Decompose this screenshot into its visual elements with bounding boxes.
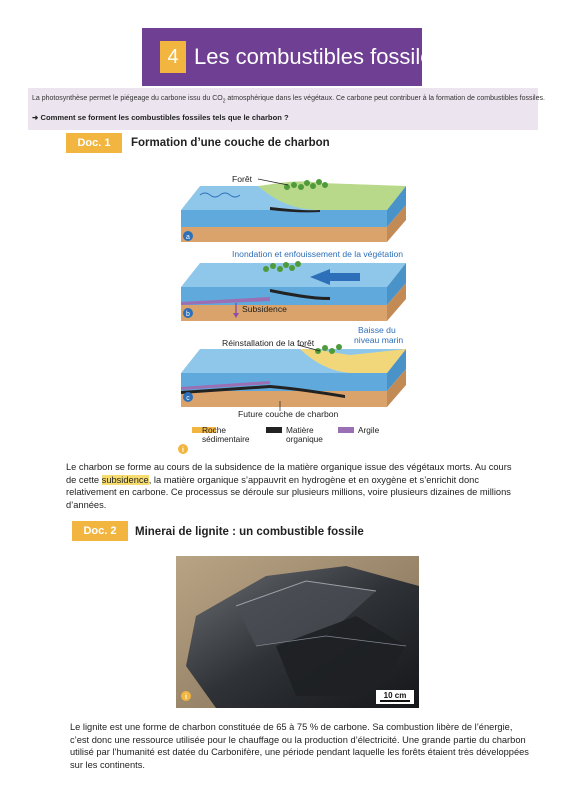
intro-box xyxy=(28,88,545,130)
block-b xyxy=(181,249,406,321)
label-inondation: Inondation et enfouissement de la végétation xyxy=(232,249,404,259)
label-future-couche: Future couche de charbon xyxy=(238,409,339,419)
step-b-label: b xyxy=(186,311,190,318)
label-subsidence: Subsidence xyxy=(242,304,287,314)
chapter-title-banner xyxy=(142,28,444,86)
legend-swatch-argile xyxy=(338,427,354,433)
doc2-paragraph: Le lignite est une forme de charbon constituée de 65 à 75 % de carbone. Sa combustion libère de l’énergie, c’est donc une ressource utilisée pour le chauffage ou la production d’électricité. Une grande partie du charbon utilisé par l’humanité est datée du Carbonifère, une période pendant laquelle les forêts étaient très développées sur les continents. xyxy=(70,722,529,770)
block-c xyxy=(181,325,406,419)
doc1-badge: Doc. 1 xyxy=(66,133,122,153)
label-foret: Forêt xyxy=(232,174,253,184)
scale-bar-label: 10 cm xyxy=(383,691,407,700)
doc1-title: Formation d’une couche de charbon xyxy=(131,137,330,149)
chapter-title: Les combustibles fossiles xyxy=(194,44,444,69)
svg-text:i: i xyxy=(182,447,184,454)
legend-matiere-line2: organique xyxy=(286,434,323,444)
doc2-badge: Doc. 2 xyxy=(72,521,128,541)
chapter-number: 4 xyxy=(160,41,186,73)
legend-swatch-matiere xyxy=(266,427,282,433)
label-reinstallation: Réinstallation de la forêt xyxy=(222,338,315,348)
legend-roche-line1: Roche xyxy=(202,425,226,435)
block-a xyxy=(181,174,406,242)
legend-roche-line2: sédimentaire xyxy=(202,434,250,444)
co2-formula: $CO_2$ xyxy=(212,95,226,105)
label-baisse-1: Baisse du xyxy=(358,325,396,335)
doc1-paragraph: Le charbon se forme au cours de la subsidence de la matière organique issue des végétaux morts. Au cours de cette subsidence, la matière organique s’appauvrit en hydrogène et en oxygène et s’enrichit donc relativement en carbone. Ce processus se déroule sur plusieurs millions, voire plusieurs dizaines de millions d’années. xyxy=(66,462,512,510)
svg-text:i: i xyxy=(185,694,187,701)
doc2-title: Minerai de lignite : un combustible fossile xyxy=(135,526,364,538)
legend-argile-line1: Argile xyxy=(358,425,380,435)
legend-matiere-line1: Matière xyxy=(286,425,314,435)
label-baisse-2: niveau marin xyxy=(354,335,404,345)
diagram-legend xyxy=(192,425,380,444)
step-c-label: c xyxy=(186,395,190,402)
subsidence-highlight: subsidence xyxy=(101,474,149,485)
intro-text: La photosynthèse permet le piégeage du carbone issu du $CO_2$ atmosphérique dans les végétaux. Ce carbone peut contribuer à la formation de combustibles fossiles. xyxy=(32,95,545,105)
step-a-label: a xyxy=(186,234,190,241)
coal-formation-diagram xyxy=(170,165,420,455)
lignite-photo xyxy=(176,556,419,708)
intro-question: ➜ Comment se forment les combustibles fossiles tels que le charbon ? xyxy=(32,113,289,122)
